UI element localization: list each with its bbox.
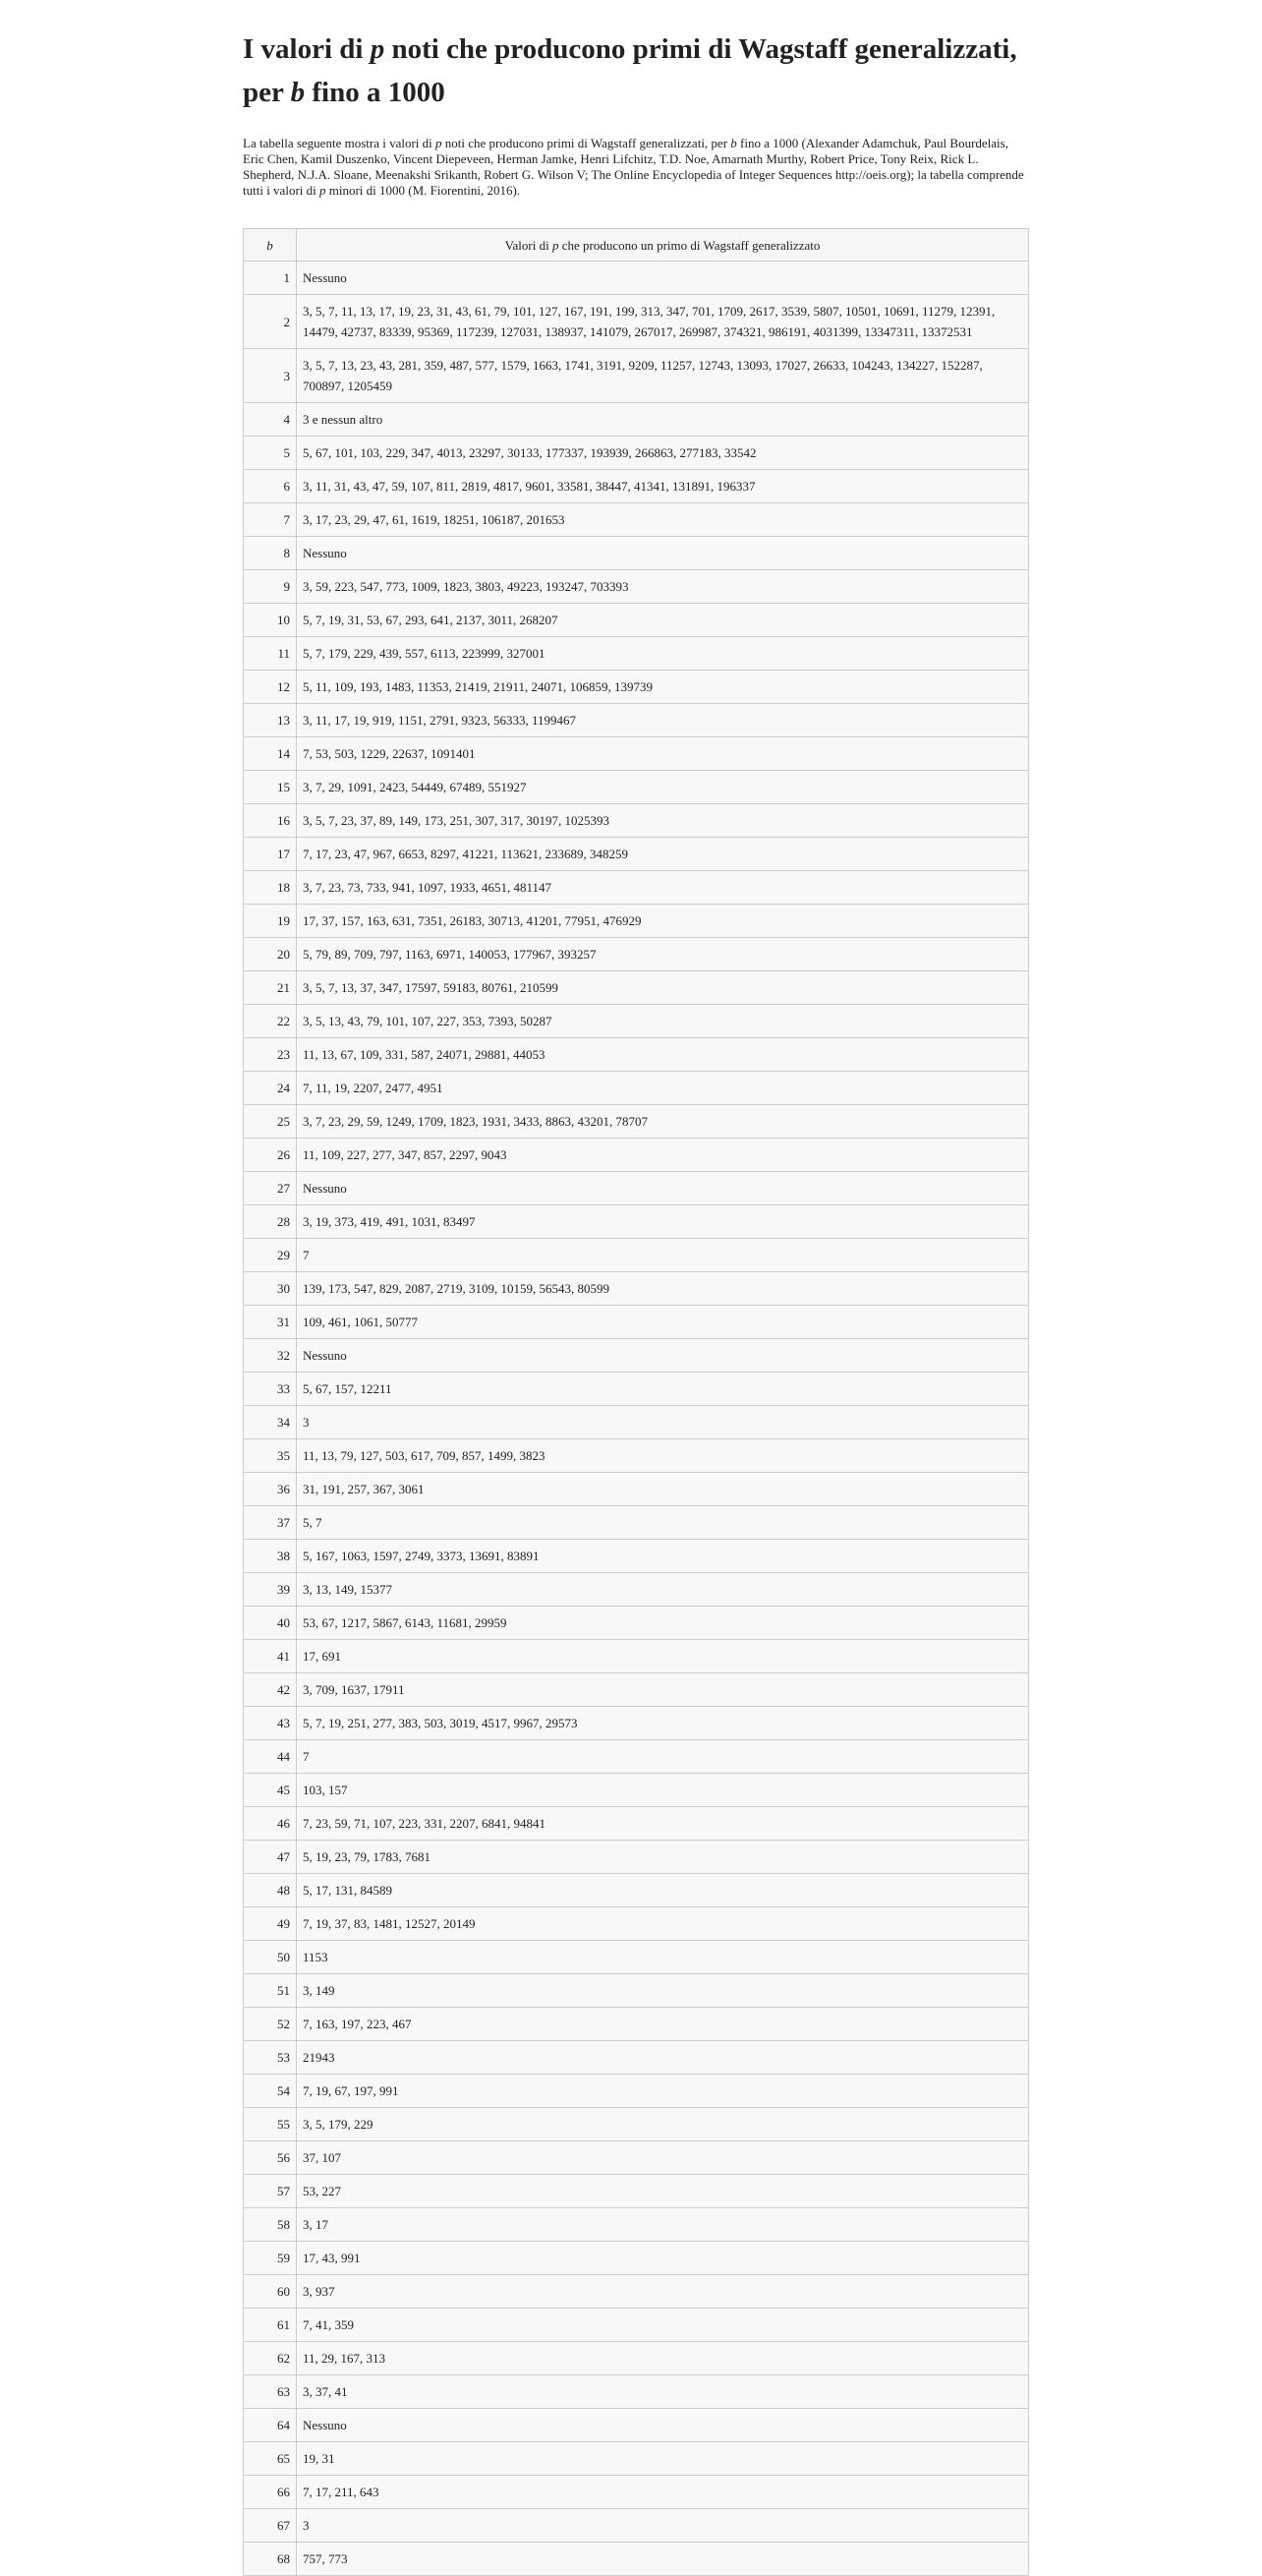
table-row: [244, 1807, 1029, 1841]
table-row: [244, 2409, 1029, 2442]
table-row: [244, 2275, 1029, 2309]
cell-p-values: 7: [297, 1740, 1029, 1774]
header-b: [244, 229, 297, 262]
table-row: [244, 1874, 1029, 1907]
cell-p-values: 3, 5, 7, 13, 23, 43, 281, 359, 487, 577, 1579, 1663, 1741, 3191, 9209, 11257, 12743, 13093, 17027, 26633, 104243, 134227, 152287, 700897, 1205459: [297, 349, 1029, 403]
cell-p-values: 3, 5, 7, 11, 13, 17, 19, 23, 31, 43, 61, 79, 101, 127, 167, 191, 199, 313, 347, 701, 1709, 2617, 3539, 5807, 10501, 10691, 11279, 12391, 14479, 42737, 83339, 95369, 117239, 127031, 138937, 141079, 267017, 269987, 374321, 986191, 4031399, 13347311, 13372531: [297, 295, 1029, 349]
cell-p-values: 7, 19, 37, 83, 1481, 12527, 20149: [297, 1907, 1029, 1941]
cell-p-values: 3, 11, 31, 43, 47, 59, 107, 811, 2819, 4817, 9601, 33581, 38447, 41341, 131891, 196337: [297, 470, 1029, 503]
cell-p-values: 3, 37, 41: [297, 2375, 1029, 2409]
cell-b: 12: [244, 671, 297, 704]
cell-p-values: 11, 13, 79, 127, 503, 617, 709, 857, 1499, 3823: [297, 1439, 1029, 1473]
cell-p-values: 7, 23, 59, 71, 107, 223, 331, 2207, 6841, 94841: [297, 1807, 1029, 1841]
cell-b: 60: [244, 2275, 297, 2309]
cell-p-values: 3, 937: [297, 2275, 1029, 2309]
cell-b: 66: [244, 2476, 297, 2509]
intro-text-4: minori di 1000 (M. Fiorentini, 2016).: [325, 183, 521, 198]
wagstaff-table: [243, 228, 1029, 2576]
cell-b: 55: [244, 2108, 297, 2141]
table-row: [244, 871, 1029, 905]
cell-b: 27: [244, 1172, 297, 1205]
table-row: [244, 1841, 1029, 1874]
cell-p-values: 3, 5, 13, 43, 79, 101, 107, 227, 353, 7393, 50287: [297, 1005, 1029, 1038]
table-row: [244, 262, 1029, 295]
cell-p-values: 19, 31: [297, 2442, 1029, 2476]
table-row: [244, 2509, 1029, 2543]
cell-b: 23: [244, 1038, 297, 1072]
cell-b: 36: [244, 1473, 297, 1506]
cell-b: 68: [244, 2543, 297, 2576]
cell-p-values: 5, 79, 89, 709, 797, 1163, 6971, 140053, 177967, 393257: [297, 938, 1029, 971]
cell-b: 4: [244, 403, 297, 437]
cell-b: 39: [244, 1573, 297, 1607]
cell-b: 9: [244, 570, 297, 604]
title-var-b: b: [290, 77, 306, 108]
cell-b: 58: [244, 2208, 297, 2242]
table-row: [244, 1473, 1029, 1506]
table-row: [244, 503, 1029, 537]
cell-b: 47: [244, 1841, 297, 1874]
cell-b: 45: [244, 1774, 297, 1807]
table-row: [244, 537, 1029, 570]
table-row: [244, 1105, 1029, 1139]
cell-p-values: Nessuno: [297, 1339, 1029, 1373]
cell-p-values: 17, 37, 157, 163, 631, 7351, 26183, 30713, 41201, 77951, 476929: [297, 905, 1029, 938]
cell-p-values: 53, 227: [297, 2175, 1029, 2208]
cell-b: 28: [244, 1205, 297, 1239]
table-row: [244, 2543, 1029, 2576]
table-row: [244, 2375, 1029, 2409]
cell-b: 32: [244, 1339, 297, 1373]
cell-p-values: 17, 691: [297, 1640, 1029, 1673]
cell-b: 44: [244, 1740, 297, 1774]
cell-b: 8: [244, 537, 297, 570]
header-p-text-1: Valori di: [504, 237, 552, 253]
cell-p-values: 5, 67, 157, 12211: [297, 1373, 1029, 1406]
cell-p-values: 31, 191, 257, 367, 3061: [297, 1473, 1029, 1506]
cell-b: 24: [244, 1072, 297, 1105]
cell-b: 18: [244, 871, 297, 905]
cell-p-values: 3: [297, 1406, 1029, 1439]
cell-p-values: 103, 157: [297, 1774, 1029, 1807]
cell-b: 17: [244, 838, 297, 871]
cell-p-values: 53, 67, 1217, 5867, 6143, 11681, 29959: [297, 1607, 1029, 1640]
cell-b: 56: [244, 2141, 297, 2175]
cell-p-values: 3, 17: [297, 2208, 1029, 2242]
table-row: [244, 737, 1029, 771]
cell-b: 65: [244, 2442, 297, 2476]
table-row: [244, 570, 1029, 604]
cell-b: 40: [244, 1607, 297, 1640]
table-row: [244, 1205, 1029, 1239]
table-row: [244, 2141, 1029, 2175]
cell-p-values: 11, 109, 227, 277, 347, 857, 2297, 9043: [297, 1139, 1029, 1172]
cell-b: 15: [244, 771, 297, 804]
cell-p-values: 139, 173, 547, 829, 2087, 2719, 3109, 10159, 56543, 80599: [297, 1272, 1029, 1306]
table-row: [244, 604, 1029, 637]
cell-p-values: 5, 67, 101, 103, 229, 347, 4013, 23297, 30133, 177337, 193939, 266863, 277183, 33542: [297, 437, 1029, 470]
table-row: [244, 1139, 1029, 1172]
cell-b: 48: [244, 1874, 297, 1907]
table-body: [244, 262, 1029, 2576]
table-row: [244, 971, 1029, 1005]
cell-b: 67: [244, 2509, 297, 2543]
page-content: [243, 0, 1039, 2576]
cell-b: 57: [244, 2175, 297, 2208]
cell-b: 19: [244, 905, 297, 938]
cell-p-values: 5, 167, 1063, 1597, 2749, 3373, 13691, 83891: [297, 1540, 1029, 1573]
intro-var-p: p: [435, 136, 442, 150]
cell-p-values: 3, 59, 223, 547, 773, 1009, 1823, 3803, 49223, 193247, 703393: [297, 570, 1029, 604]
cell-p-values: 11, 29, 167, 313: [297, 2342, 1029, 2375]
cell-b: 49: [244, 1907, 297, 1941]
cell-p-values: 3, 7, 23, 73, 733, 941, 1097, 1933, 4651, 481147: [297, 871, 1029, 905]
table-row: [244, 1673, 1029, 1707]
table-row: [244, 671, 1029, 704]
table-row: [244, 2008, 1029, 2041]
table-row: [244, 1172, 1029, 1205]
cell-b: 22: [244, 1005, 297, 1038]
cell-b: 1: [244, 262, 297, 295]
table-row: [244, 1540, 1029, 1573]
header-p: [297, 229, 1029, 262]
cell-b: 46: [244, 1807, 297, 1841]
table-row: [244, 2175, 1029, 2208]
cell-p-values: 17, 43, 991: [297, 2242, 1029, 2275]
cell-b: 42: [244, 1673, 297, 1707]
cell-p-values: 3, 7, 23, 29, 59, 1249, 1709, 1823, 1931, 3433, 8863, 43201, 78707: [297, 1105, 1029, 1139]
table-row: [244, 2342, 1029, 2375]
table-row: [244, 1239, 1029, 1272]
table-row: [244, 1072, 1029, 1105]
table-row: [244, 2108, 1029, 2141]
intro-text-3: fino a 1000 (Alexander Adamchuk, Paul Bourdelais, Eric Chen, Kamil Duszenko, Vincent Diepeveen, Herman Jamke, Henri Lifchitz, T.D. Noe, Amarnath Murthy, Robert Price, Tony Reix, Rick L. Shepherd, N.J.A. Sloane, Meenakshi Srikanth, Robert G. Wilson V; The Online Encyclopedia of Integer Sequences http://oeis.org); la tabella comprende tutti i valori di: [243, 136, 1024, 198]
table-row: [244, 1974, 1029, 2008]
table-row: [244, 1607, 1029, 1640]
cell-b: 52: [244, 2008, 297, 2041]
title-var-p: p: [370, 33, 385, 65]
cell-b: 30: [244, 1272, 297, 1306]
intro-var-p2: p: [319, 183, 326, 198]
cell-p-values: 3, 149: [297, 1974, 1029, 2008]
cell-b: 14: [244, 737, 297, 771]
cell-p-values: Nessuno: [297, 537, 1029, 570]
cell-b: 41: [244, 1640, 297, 1673]
cell-p-values: 757, 773: [297, 2543, 1029, 2576]
cell-p-values: 7, 11, 19, 2207, 2477, 4951: [297, 1072, 1029, 1105]
table-row: [244, 349, 1029, 403]
table-row: [244, 295, 1029, 349]
table-row: [244, 1774, 1029, 1807]
cell-p-values: 3: [297, 2509, 1029, 2543]
table-row: [244, 771, 1029, 804]
cell-p-values: 3, 5, 7, 13, 37, 347, 17597, 59183, 80761, 210599: [297, 971, 1029, 1005]
cell-b: 20: [244, 938, 297, 971]
table-row: [244, 403, 1029, 437]
cell-b: 34: [244, 1406, 297, 1439]
cell-b: 7: [244, 503, 297, 537]
cell-b: 63: [244, 2375, 297, 2409]
cell-p-values: 3, 19, 373, 419, 491, 1031, 83497: [297, 1205, 1029, 1239]
cell-p-values: 3, 13, 149, 15377: [297, 1573, 1029, 1607]
cell-b: 51: [244, 1974, 297, 2008]
table-row: [244, 1941, 1029, 1974]
page-title: [243, 28, 1039, 114]
table-row: [244, 637, 1029, 671]
table-row: [244, 704, 1029, 737]
cell-p-values: 5, 7, 19, 31, 53, 67, 293, 641, 2137, 3011, 268207: [297, 604, 1029, 637]
table-row: [244, 2208, 1029, 2242]
header-b-text: b: [266, 237, 273, 253]
cell-p-values: Nessuno: [297, 2409, 1029, 2442]
table-row: [244, 1406, 1029, 1439]
table-row: [244, 1439, 1029, 1473]
cell-b: 6: [244, 470, 297, 503]
table-row: [244, 1373, 1029, 1406]
cell-b: 26: [244, 1139, 297, 1172]
cell-b: 3: [244, 349, 297, 403]
cell-b: 59: [244, 2242, 297, 2275]
cell-p-values: 3, 7, 29, 1091, 2423, 54449, 67489, 551927: [297, 771, 1029, 804]
cell-p-values: 109, 461, 1061, 50777: [297, 1306, 1029, 1339]
cell-p-values: 7, 17, 211, 643: [297, 2476, 1029, 2509]
table-row: [244, 1306, 1029, 1339]
cell-p-values: 3, 709, 1637, 17911: [297, 1673, 1029, 1707]
cell-p-values: 5, 7: [297, 1506, 1029, 1540]
cell-p-values: Nessuno: [297, 262, 1029, 295]
cell-b: 11: [244, 637, 297, 671]
cell-b: 10: [244, 604, 297, 637]
cell-b: 16: [244, 804, 297, 838]
cell-p-values: 37, 107: [297, 2141, 1029, 2175]
cell-b: 64: [244, 2409, 297, 2442]
cell-p-values: 7: [297, 1239, 1029, 1272]
cell-b: 35: [244, 1439, 297, 1473]
table-row: [244, 905, 1029, 938]
cell-b: 29: [244, 1239, 297, 1272]
cell-p-values: 5, 11, 109, 193, 1483, 11353, 21419, 21911, 24071, 106859, 139739: [297, 671, 1029, 704]
table-row: [244, 1640, 1029, 1673]
cell-p-values: 5, 17, 131, 84589: [297, 1874, 1029, 1907]
table-row: [244, 1272, 1029, 1306]
table-row: [244, 470, 1029, 503]
table-row: [244, 1005, 1029, 1038]
cell-b: 50: [244, 1941, 297, 1974]
cell-p-values: 7, 19, 67, 197, 991: [297, 2075, 1029, 2108]
cell-b: 54: [244, 2075, 297, 2108]
intro-text-2: noti che producono primi di Wagstaff generalizzati, per: [441, 136, 731, 150]
cell-p-values: 7, 41, 359: [297, 2309, 1029, 2342]
title-text-3: fino a 1000: [305, 77, 445, 108]
table-row: [244, 804, 1029, 838]
cell-p-values: 7, 17, 23, 47, 967, 6653, 8297, 41221, 113621, 233689, 348259: [297, 838, 1029, 871]
cell-b: 31: [244, 1306, 297, 1339]
table-row: [244, 938, 1029, 971]
table-row: [244, 838, 1029, 871]
table-row: [244, 2041, 1029, 2075]
table-row: [244, 1907, 1029, 1941]
cell-p-values: 7, 53, 503, 1229, 22637, 1091401: [297, 737, 1029, 771]
cell-p-values: 5, 7, 179, 229, 439, 557, 6113, 223999, 327001: [297, 637, 1029, 671]
title-text-2: noti che producono primi di Wagstaff generalizzati, per: [243, 33, 1017, 108]
table-row: [244, 2309, 1029, 2342]
intro-paragraph: [243, 136, 1029, 199]
table-row: [244, 2442, 1029, 2476]
table-row: [244, 2242, 1029, 2275]
table-row: [244, 1740, 1029, 1774]
table-row: [244, 1506, 1029, 1540]
table-row: [244, 2075, 1029, 2108]
cell-p-values: Nessuno: [297, 1172, 1029, 1205]
cell-p-values: 1153: [297, 1941, 1029, 1974]
table-row: [244, 1038, 1029, 1072]
title-text-1: I valori di: [243, 33, 371, 65]
header-p-text-2: che producono un primo di Wagstaff generalizzato: [558, 237, 821, 253]
intro-text-1: La tabella seguente mostra i valori di: [243, 136, 436, 150]
cell-b: 21: [244, 971, 297, 1005]
cell-b: 37: [244, 1506, 297, 1540]
cell-p-values: 7, 163, 197, 223, 467: [297, 2008, 1029, 2041]
table-row: [244, 1707, 1029, 1740]
cell-p-values: 11, 13, 67, 109, 331, 587, 24071, 29881, 44053: [297, 1038, 1029, 1072]
cell-b: 53: [244, 2041, 297, 2075]
cell-p-values: 3, 17, 23, 29, 47, 61, 1619, 18251, 106187, 201653: [297, 503, 1029, 537]
cell-b: 43: [244, 1707, 297, 1740]
table-row: [244, 1573, 1029, 1607]
cell-b: 13: [244, 704, 297, 737]
cell-p-values: 3, 5, 179, 229: [297, 2108, 1029, 2141]
cell-b: 61: [244, 2309, 297, 2342]
cell-b: 62: [244, 2342, 297, 2375]
table-row: [244, 437, 1029, 470]
cell-p-values: 21943: [297, 2041, 1029, 2075]
cell-p-values: 5, 19, 23, 79, 1783, 7681: [297, 1841, 1029, 1874]
cell-b: 25: [244, 1105, 297, 1139]
table-header-row: [244, 229, 1029, 262]
cell-b: 2: [244, 295, 297, 349]
cell-b: 38: [244, 1540, 297, 1573]
cell-p-values: 5, 7, 19, 251, 277, 383, 503, 3019, 4517, 9967, 29573: [297, 1707, 1029, 1740]
table-row: [244, 1339, 1029, 1373]
cell-p-values: 3 e nessun altro: [297, 403, 1029, 437]
cell-p-values: 3, 5, 7, 23, 37, 89, 149, 173, 251, 307, 317, 30197, 1025393: [297, 804, 1029, 838]
header-p-var: p: [551, 237, 559, 253]
cell-b: 5: [244, 437, 297, 470]
table-row: [244, 2476, 1029, 2509]
intro-var-b: b: [730, 136, 737, 150]
cell-b: 33: [244, 1373, 297, 1406]
cell-p-values: 3, 11, 17, 19, 919, 1151, 2791, 9323, 56333, 1199467: [297, 704, 1029, 737]
